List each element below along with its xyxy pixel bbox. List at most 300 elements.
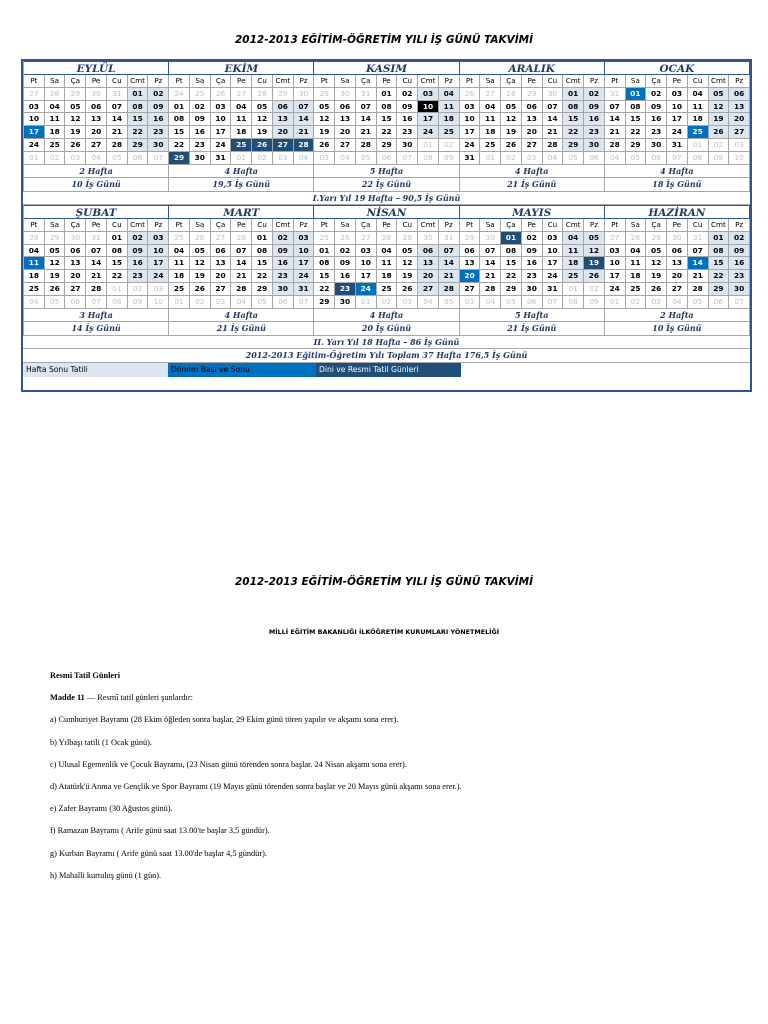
day-cell: 12: [65, 113, 86, 126]
day-cell: 22: [107, 270, 128, 283]
day-cell: 25: [231, 139, 252, 152]
day-cell: 05: [626, 152, 647, 165]
day-header: Cu: [543, 219, 564, 232]
day-cell: 11: [169, 257, 190, 270]
holiday-regulation-text: [50, 670, 740, 892]
day-cell: 23: [190, 139, 211, 152]
day-cell: 22: [563, 126, 584, 139]
day-cell: 27: [231, 88, 252, 101]
day-header: Cu: [252, 75, 273, 88]
day-cell: 16: [190, 126, 211, 139]
day-cell: 26: [501, 139, 522, 152]
day-cell: 10: [148, 296, 169, 309]
month-weeks: 4 Hafta: [605, 165, 750, 179]
day-cell: 08: [107, 245, 128, 258]
day-cell: 02: [273, 232, 294, 245]
day-cell: 22: [501, 270, 522, 283]
day-cell: 02: [522, 232, 543, 245]
day-cell: 26: [190, 232, 211, 245]
day-cell: 05: [709, 88, 730, 101]
day-cell: 19: [65, 126, 86, 139]
day-header: Cu: [397, 75, 418, 88]
day-cell: 02: [709, 139, 730, 152]
day-cell: 15: [252, 257, 273, 270]
day-cell: 07: [480, 245, 501, 258]
day-cell: 25: [480, 139, 501, 152]
month-workdays: 14 İş Günü: [24, 322, 169, 336]
day-cell: 30: [148, 139, 169, 152]
day-cell: 18: [480, 126, 501, 139]
day-cell: 29: [252, 283, 273, 296]
day-cell: 01: [231, 152, 252, 165]
day-cell: 15: [128, 113, 149, 126]
day-cell: 31: [460, 152, 481, 165]
day-cell: 06: [460, 245, 481, 258]
day-cell: 23: [729, 270, 750, 283]
day-cell: 26: [45, 283, 66, 296]
day-cell: 13: [460, 257, 481, 270]
day-cell: 09: [335, 257, 356, 270]
day-cell: 06: [273, 296, 294, 309]
day-cell: 25: [169, 232, 190, 245]
day-cell: 19: [709, 113, 730, 126]
day-header: Ça: [501, 75, 522, 88]
day-cell: 20: [273, 126, 294, 139]
day-cell: 11: [377, 257, 398, 270]
day-header: Sa: [480, 219, 501, 232]
madde-line: [50, 692, 740, 714]
day-cell: 08: [252, 245, 273, 258]
day-cell: 10: [729, 152, 750, 165]
day-cell: 20: [729, 113, 750, 126]
month-workdays: 10 İş Günü: [24, 178, 169, 192]
day-cell: 04: [24, 296, 45, 309]
day-cell: 02: [626, 296, 647, 309]
month-workdays: 21 İş Günü: [460, 322, 605, 336]
day-cell: 06: [522, 296, 543, 309]
day-cell: 04: [418, 296, 439, 309]
day-cell: 01: [563, 283, 584, 296]
day-cell: 27: [65, 283, 86, 296]
day-cell: 19: [397, 270, 418, 283]
month-workdays: 22 İş Günü: [314, 178, 459, 192]
day-cell: 30: [646, 139, 667, 152]
month-name: OCAK: [605, 61, 750, 75]
day-cell: 30: [86, 88, 107, 101]
day-cell: 29: [522, 88, 543, 101]
legend: [23, 363, 750, 377]
day-cell: 27: [273, 139, 294, 152]
legend-weekend: Hafta Sonu Tatili: [23, 363, 168, 377]
legend-semester: Dönem Başı ve Sonu: [168, 363, 316, 377]
month-workdays: 20 İş Günü: [314, 322, 459, 336]
day-cell: 21: [605, 126, 626, 139]
day-cell: 20: [335, 126, 356, 139]
day-cell: 13: [522, 113, 543, 126]
day-cell: 16: [335, 270, 356, 283]
day-cell: 26: [335, 232, 356, 245]
day-cell: 17: [543, 257, 564, 270]
day-cell: 24: [24, 139, 45, 152]
day-cell: 09: [646, 101, 667, 114]
day-cell: 28: [688, 283, 709, 296]
day-header: Pe: [231, 219, 252, 232]
day-cell: 08: [688, 152, 709, 165]
day-header: Pe: [667, 75, 688, 88]
day-cell: 13: [65, 257, 86, 270]
day-cell: 05: [190, 245, 211, 258]
day-cell: 27: [667, 283, 688, 296]
day-header: Ça: [356, 219, 377, 232]
day-header: Pt: [169, 75, 190, 88]
day-cell: 06: [211, 245, 232, 258]
day-cell: 11: [688, 101, 709, 114]
holiday-item: c) Ulusal Egemenlik ve Çocuk Bayramı, (23 Nisan günü törenden sonra başlar. 24 Nisan akşamı sona erer).: [50, 759, 407, 769]
day-cell: 01: [563, 88, 584, 101]
holiday-item: b) Yılbaşı tatili (1 Ocak günü).: [50, 737, 152, 747]
day-header: Sa: [335, 75, 356, 88]
day-header: Ça: [501, 219, 522, 232]
day-cell: 28: [501, 88, 522, 101]
day-cell: 27: [522, 139, 543, 152]
day-cell: 11: [626, 257, 647, 270]
day-cell: 03: [148, 232, 169, 245]
day-cell: 29: [397, 232, 418, 245]
day-cell: 10: [294, 245, 315, 258]
holiday-item: a) Cumhuriyet Bayramı (28 Ekim öğleden sonra başlar, 29 Ekim günü tören yapılır ve akşamı sona erer).: [50, 715, 399, 725]
day-header: Cmt: [563, 75, 584, 88]
day-cell: 01: [605, 296, 626, 309]
day-cell: 31: [439, 232, 460, 245]
day-cell: 31: [543, 283, 564, 296]
day-cell: 07: [148, 152, 169, 165]
day-cell: 03: [522, 152, 543, 165]
day-cell: 31: [688, 232, 709, 245]
day-cell: 07: [729, 296, 750, 309]
day-cell: 15: [107, 257, 128, 270]
day-cell: 02: [252, 152, 273, 165]
day-cell: 22: [169, 139, 190, 152]
day-cell: 18: [45, 126, 66, 139]
month-name: NİSAN: [314, 205, 459, 219]
day-cell: 01: [501, 232, 522, 245]
day-cell: 24: [460, 139, 481, 152]
day-cell: 11: [231, 113, 252, 126]
day-cell: 18: [377, 270, 398, 283]
day-cell: 11: [563, 245, 584, 258]
day-cell: 24: [169, 88, 190, 101]
day-cell: 14: [543, 113, 564, 126]
day-cell: 05: [314, 101, 335, 114]
day-cell: 09: [729, 245, 750, 258]
day-cell: 06: [377, 152, 398, 165]
day-cell: 08: [107, 296, 128, 309]
day-header: Cmt: [709, 219, 730, 232]
day-cell: 21: [439, 270, 460, 283]
day-cell: 14: [231, 257, 252, 270]
day-header: Cmt: [563, 219, 584, 232]
day-cell: 01: [356, 296, 377, 309]
day-cell: 07: [543, 296, 564, 309]
day-cell: 29: [314, 88, 335, 101]
day-cell: 22: [128, 126, 149, 139]
day-header: Cu: [252, 219, 273, 232]
day-cell: 06: [709, 296, 730, 309]
day-cell: 13: [418, 257, 439, 270]
day-cell: 25: [439, 126, 460, 139]
day-cell: 27: [605, 232, 626, 245]
day-cell: 01: [252, 232, 273, 245]
day-cell: 28: [294, 139, 315, 152]
day-cell: 02: [397, 88, 418, 101]
month-name: ARALIK: [460, 61, 605, 75]
day-header: Ça: [646, 75, 667, 88]
day-cell: 10: [211, 113, 232, 126]
day-cell: 09: [128, 296, 149, 309]
day-cell: 01: [418, 139, 439, 152]
day-cell: 19: [45, 270, 66, 283]
day-header: Pe: [86, 219, 107, 232]
year-total-summary: 2012-2013 Eğitim-Öğretim Yılı Toplam 37 Hafta 176,5 İş Günü: [23, 349, 750, 363]
day-cell: 03: [356, 245, 377, 258]
day-cell: 03: [460, 101, 481, 114]
day-cell: 09: [709, 152, 730, 165]
day-cell: 27: [480, 88, 501, 101]
day-cell: 28: [356, 139, 377, 152]
day-cell: 28: [543, 139, 564, 152]
day-cell: 29: [709, 283, 730, 296]
regulation-title: MİLLÎ EĞİTİM BAKANLIĞI İLKÖĞRETİM KURUMLARI YÖNETMELİĞİ: [268, 628, 500, 636]
day-header: Ça: [356, 75, 377, 88]
day-cell: 27: [418, 283, 439, 296]
day-cell: 28: [45, 88, 66, 101]
day-cell: 10: [148, 245, 169, 258]
day-cell: 28: [107, 139, 128, 152]
day-cell: 05: [252, 101, 273, 114]
day-cell: 16: [273, 257, 294, 270]
day-cell: 02: [128, 283, 149, 296]
day-cell: 30: [335, 296, 356, 309]
day-cell: 29: [501, 283, 522, 296]
day-header: Cu: [107, 75, 128, 88]
day-cell: 21: [543, 126, 564, 139]
day-cell: 24: [667, 126, 688, 139]
day-header: Cu: [107, 219, 128, 232]
day-cell: 01: [709, 232, 730, 245]
day-cell: 04: [24, 245, 45, 258]
day-cell: 29: [273, 88, 294, 101]
day-cell: 01: [169, 296, 190, 309]
holiday-item: d) Atatürk'ü Anma ve Gençlik ve Spor Bayramı (19 Mayıs günü törenden sonra başlar ve 20 Mayıs günü akşamı sona erer.).: [50, 781, 462, 791]
day-cell: 26: [211, 88, 232, 101]
day-cell: 08: [418, 152, 439, 165]
day-cell: 08: [563, 101, 584, 114]
day-cell: 01: [128, 88, 149, 101]
day-header: Ça: [211, 219, 232, 232]
day-cell: 03: [314, 152, 335, 165]
day-header: Pz: [294, 219, 315, 232]
day-cell: 23: [584, 126, 605, 139]
first-semester-grid: [23, 61, 750, 165]
holiday-item: g) Kurban Bayramı ( Arife günü saat 13.00'de başlar 4,5 gündür).: [50, 848, 267, 858]
day-cell: 23: [148, 126, 169, 139]
day-cell: 30: [480, 232, 501, 245]
day-cell: 15: [314, 270, 335, 283]
second-semester-workdays-row: [23, 322, 750, 336]
day-cell: 10: [605, 257, 626, 270]
day-cell: 05: [397, 245, 418, 258]
month-weeks: 4 Hafta: [169, 165, 314, 179]
day-cell: 23: [646, 126, 667, 139]
month-weeks: 2 Hafta: [24, 165, 169, 179]
day-cell: 25: [24, 283, 45, 296]
day-cell: 04: [169, 245, 190, 258]
day-cell: 29: [169, 152, 190, 165]
day-cell: 31: [86, 232, 107, 245]
day-cell: 14: [86, 257, 107, 270]
day-cell: 25: [190, 88, 211, 101]
day-cell: 10: [460, 113, 481, 126]
day-cell: 28: [231, 283, 252, 296]
day-cell: 26: [646, 283, 667, 296]
day-cell: 29: [646, 232, 667, 245]
semester2-summary: II. Yarı Yıl 18 Hafta – 86 İş Günü: [23, 336, 750, 350]
day-cell: 30: [543, 88, 564, 101]
day-cell: 12: [190, 257, 211, 270]
month-name: KASIM: [314, 61, 459, 75]
day-cell: 31: [605, 88, 626, 101]
day-cell: 22: [377, 126, 398, 139]
month-name: EKİM: [169, 61, 314, 75]
day-cell: 21: [480, 270, 501, 283]
day-cell: 29: [128, 139, 149, 152]
day-header: Cmt: [418, 219, 439, 232]
day-header: Cmt: [273, 219, 294, 232]
day-cell: 19: [501, 126, 522, 139]
day-header: Pt: [460, 219, 481, 232]
day-cell: 25: [314, 232, 335, 245]
day-cell: 04: [667, 296, 688, 309]
month-weeks: 3 Hafta: [24, 309, 169, 323]
legend-holiday: Dini ve Resmi Tatil Günleri: [316, 363, 461, 377]
day-cell: 19: [314, 126, 335, 139]
day-cell: 27: [335, 139, 356, 152]
day-header: Pt: [24, 219, 45, 232]
day-cell: 03: [294, 232, 315, 245]
day-cell: 04: [480, 296, 501, 309]
day-cell: 27: [24, 88, 45, 101]
day-cell: 25: [626, 283, 647, 296]
day-cell: 06: [522, 101, 543, 114]
day-cell: 23: [128, 270, 149, 283]
day-header: Pe: [377, 75, 398, 88]
first-semester-weeks-row: [23, 165, 750, 179]
day-cell: 25: [169, 283, 190, 296]
day-header: Pt: [169, 219, 190, 232]
day-cell: 26: [65, 139, 86, 152]
day-cell: 09: [128, 245, 149, 258]
day-cell: 28: [24, 232, 45, 245]
day-header: Sa: [335, 219, 356, 232]
day-cell: 06: [65, 245, 86, 258]
day-cell: 28: [377, 232, 398, 245]
day-cell: 07: [667, 152, 688, 165]
day-cell: 21: [231, 270, 252, 283]
day-cell: 04: [335, 152, 356, 165]
month-weeks: 4 Hafta: [314, 309, 459, 323]
day-cell: 17: [24, 126, 45, 139]
day-cell: 26: [397, 283, 418, 296]
day-cell: 24: [543, 270, 564, 283]
day-cell: 29: [45, 232, 66, 245]
day-cell: 02: [377, 296, 398, 309]
day-cell: 19: [584, 257, 605, 270]
day-cell: 11: [439, 101, 460, 114]
day-cell: 04: [480, 101, 501, 114]
day-cell: 06: [128, 152, 149, 165]
day-cell: 21: [107, 126, 128, 139]
day-cell: 12: [709, 101, 730, 114]
day-cell: 16: [584, 113, 605, 126]
day-cell: 04: [86, 152, 107, 165]
day-header: Cmt: [128, 219, 149, 232]
day-header: Pz: [439, 219, 460, 232]
day-cell: 05: [45, 296, 66, 309]
day-cell: 18: [688, 113, 709, 126]
day-cell: 03: [729, 139, 750, 152]
second-title: 2012-2013 EĞİTİM-ÖĞRETİM YILI İŞ GÜNÜ TAKVİMİ: [234, 576, 533, 588]
month-name: MAYIS: [460, 205, 605, 219]
day-cell: 05: [107, 152, 128, 165]
day-cell: 03: [211, 101, 232, 114]
day-cell: 07: [439, 245, 460, 258]
day-cell: 22: [709, 270, 730, 283]
day-cell: 18: [439, 113, 460, 126]
day-cell: 01: [314, 245, 335, 258]
day-cell: 02: [45, 152, 66, 165]
month-weeks: 4 Hafta: [460, 165, 605, 179]
day-header: Sa: [190, 219, 211, 232]
day-cell: 28: [231, 232, 252, 245]
day-cell: 04: [563, 232, 584, 245]
day-cell: 16: [522, 257, 543, 270]
day-cell: 27: [86, 139, 107, 152]
day-header: Sa: [626, 219, 647, 232]
day-cell: 25: [563, 270, 584, 283]
day-cell: 10: [667, 101, 688, 114]
day-cell: 02: [128, 232, 149, 245]
day-header: Cu: [397, 219, 418, 232]
day-cell: 29: [377, 139, 398, 152]
day-cell: 15: [377, 113, 398, 126]
day-cell: 28: [605, 139, 626, 152]
day-header: Ça: [646, 219, 667, 232]
day-cell: 07: [294, 296, 315, 309]
day-header: Cmt: [418, 75, 439, 88]
day-cell: 05: [439, 296, 460, 309]
day-cell: 05: [356, 152, 377, 165]
day-cell: 03: [65, 152, 86, 165]
day-cell: 20: [418, 270, 439, 283]
day-cell: 25: [45, 139, 66, 152]
month-workdays: 18 İş Günü: [605, 178, 750, 192]
day-cell: 01: [24, 152, 45, 165]
day-cell: 18: [231, 126, 252, 139]
day-cell: 10: [356, 257, 377, 270]
day-header: Cmt: [128, 75, 149, 88]
day-cell: 06: [335, 101, 356, 114]
day-cell: 16: [729, 257, 750, 270]
